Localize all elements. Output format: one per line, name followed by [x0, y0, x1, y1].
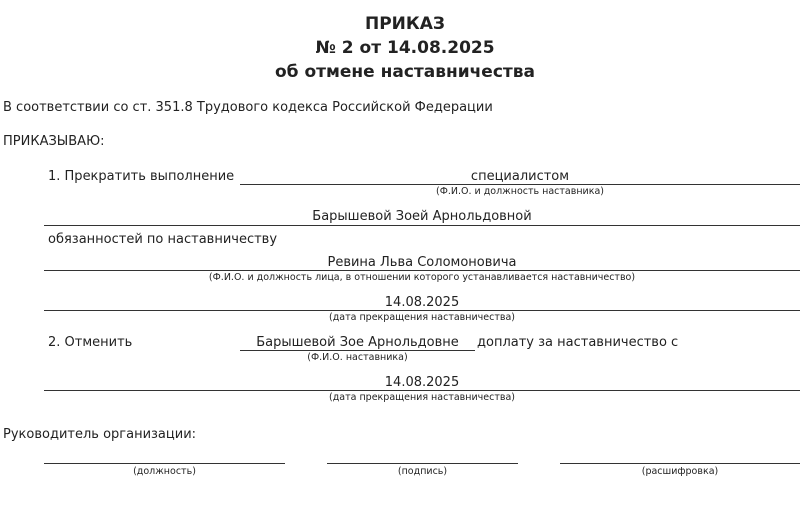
preamble: В соответствии со ст. 351.8 Трудового кодекса Российской Федерации: [3, 100, 493, 115]
item2-end-date: 14.08.2025: [384, 375, 460, 390]
sign-line: [327, 463, 518, 464]
item1-mentee-line: [44, 270, 800, 271]
item2-bonus-text: доплату за наставничество с: [477, 335, 679, 350]
item1-mentor-name: Барышевой Зоей Арнольдовной: [312, 209, 532, 224]
item1-duties-text: обязанностей по наставничеству: [48, 232, 278, 247]
item2-label: 2. Отменить: [48, 335, 133, 350]
item1-mentor-position-line: [240, 184, 800, 185]
item2-end-date-caption: (дата прекращения наставничества): [329, 392, 515, 403]
order-word: ПРИКАЗЫВАЮ:: [3, 134, 105, 149]
position-line: [44, 463, 285, 464]
item1-mentee-caption: (Ф.И.О. и должность лица, в отношении которого устанавливается наставничество): [208, 272, 636, 283]
item2-mentor-name: Барышевой Зое Арнольдовне: [256, 335, 459, 350]
item1-label: 1. Прекратить выполнение: [48, 169, 235, 184]
item1-end-date-line: [44, 310, 800, 311]
item1-mentor-position: специалистом: [470, 169, 570, 184]
item1-mentor-name-line: [44, 225, 800, 226]
document-title: ПРИКАЗ: [364, 14, 446, 34]
item2-end-date-line: [44, 390, 800, 391]
order-number: № 2 от 14.08.2025: [315, 38, 495, 58]
decode-line: [560, 463, 800, 464]
order-subject: об отмене наставничества: [274, 62, 535, 82]
item1-end-date-caption: (дата прекращения наставничества): [329, 312, 515, 323]
signature-label: Руководитель организации:: [3, 427, 197, 442]
sign-caption: (подпись): [397, 466, 448, 477]
decode-caption: (расшифровка): [641, 466, 719, 477]
item2-mentor-line: [240, 350, 475, 351]
item1-end-date: 14.08.2025: [384, 295, 460, 310]
item1-mentor-caption: (Ф.И.О. и должность наставника): [435, 186, 604, 197]
item1-mentee-name: Ревина Льва Соломоновича: [327, 255, 517, 270]
item2-mentor-caption: (Ф.И.О. наставника): [307, 352, 408, 363]
position-caption: (должность): [133, 466, 196, 477]
